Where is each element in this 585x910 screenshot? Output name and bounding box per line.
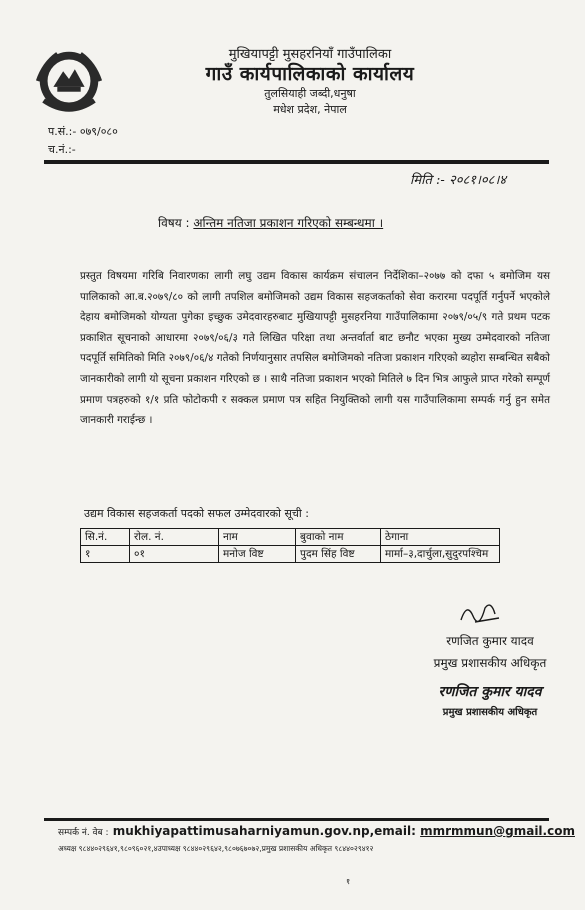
table-header-row — [81, 529, 500, 546]
government-emblem-icon — [30, 42, 108, 120]
col-father-header: बुवाको नाम — [296, 529, 381, 546]
stamp-name: रणजित कुमार यादव — [438, 684, 542, 700]
table-row — [81, 546, 500, 563]
letter-date: मिति :- २०८१।०८।४ — [410, 173, 507, 188]
results-table — [80, 528, 500, 563]
website: mukhiyapattimusaharniyamun.gov.np, — [112, 824, 375, 838]
signatory-title: प्रमुख प्रशासकीय अधिकृत — [433, 656, 547, 670]
province: मधेश प्रदेश, नेपाल — [273, 103, 347, 116]
office-address: तुलसियाही जब्दी,धनुषा — [264, 87, 356, 100]
signatory-name: रणजित कुमार यादव — [446, 634, 534, 648]
footer-contact-line — [58, 824, 575, 838]
cell-name: मनोज विष्ट — [219, 546, 296, 563]
office-title: गाउँ कार्यपालिकाको कार्यालय — [205, 63, 415, 85]
cell-father-name: पुदम सिंह विष्ट — [296, 546, 381, 563]
cell-address: मार्मा–३,दार्चुला,सुदुरपश्चिम — [381, 546, 500, 563]
subject-line — [158, 214, 383, 231]
col-roll-header: रोल. नं. — [130, 529, 219, 546]
header-divider — [44, 160, 549, 164]
email: mmrmmun@gmail.com — [420, 824, 575, 838]
signature-scribble — [455, 598, 505, 628]
letter-reference-number: प.सं.:- ०७९/०८० — [48, 125, 118, 138]
contact-label: सम्पर्क नं. वेब : — [58, 828, 109, 838]
footer-divider — [44, 818, 549, 821]
table-title: उद्यम विकास सहजकर्ता पदको सफल उम्मेदवारको सूची : — [84, 507, 309, 520]
cell-serial: १ — [81, 546, 130, 563]
email-label: email: — [374, 824, 416, 838]
page-number: १ — [346, 877, 351, 886]
col-serial-header: सि.नं. — [81, 529, 130, 546]
notice-body: प्रस्तुत विषयमा गरिबि निवारणका लागी लघु उद्यम विकास कार्यक्रम संचालन निर्देशिका–२०७७ को दफा ५ बमोजिम यस पालिकाको आ.ब.२०७९/८० को लागी तपशिल बमोजिमको उद्यम विकास सहजकर्ताको सेवा करारमा पदपूर्ति गर्नुपर्ने भएकोले देहाय बमोजिमको योग्यता पुगेका इच्छुक उमेदवारहरुबाट मुखियापट्टी मुसहरनिया गाउँपालिकामा २०७९/०५/९ गते प्रथम पटक प्रकाशित सूचनाको आधारमा २०७९/०६/३ गते लिखित परिक्षा तथा अन्तर्वार्ता बाट छनौट भएका मुख्य उम्मेदवारको नतिजा पदपूर्ति समितिको मिति २०७९/०६/४ गतेको निर्णयानुसार तपसिल बमोजिमको नतिजा प्रकाशन गरिएको ब्यहोरा सम्बन्धित सबैको जानकारीको लागी यो सूचना प्रकाशन गरिएको छ । साथै नतिजा प्रकाशन भएको मितिले ७ दिन भित्र आफुले प्राप्त गरेको सम्पूर्ण प्रमाण पत्रहरुको १/१ प्रति फोटोकपी र सक्कल प्रमाण पत्र सहित नियुक्तिको लागी यस गाउँपालिकामा सम्पर्क गर्नु हुन समेत जानकारी गराईन्छ । — [80, 270, 550, 427]
stamp-title: प्रमुख प्रशासकीय अधिकृत — [442, 707, 538, 718]
cell-roll: ०१ — [130, 546, 219, 563]
col-name-header: नाम — [219, 529, 296, 546]
col-address-header: ठेगाना — [381, 529, 500, 546]
subject-label: विषय : — [158, 216, 190, 230]
footer-phones: अध्यक्ष ९८४४०२९६४१,९८०९६०२१,४उपाध्यक्ष ९८४४०२९६४२,९८०७६७०७२,प्रमुख प्रशासकीय अधिकृत ९८४४०२९४१२ — [58, 844, 374, 853]
dispatch-number: च.नं.:- — [48, 143, 76, 156]
municipality-name: मुखियापट्टी मुसहरनियाँ गाउँपालिका — [228, 47, 392, 62]
subject-text: अन्तिम नतिजा प्रकाशन गरिएको सम्बन्धमा । — [193, 216, 384, 230]
